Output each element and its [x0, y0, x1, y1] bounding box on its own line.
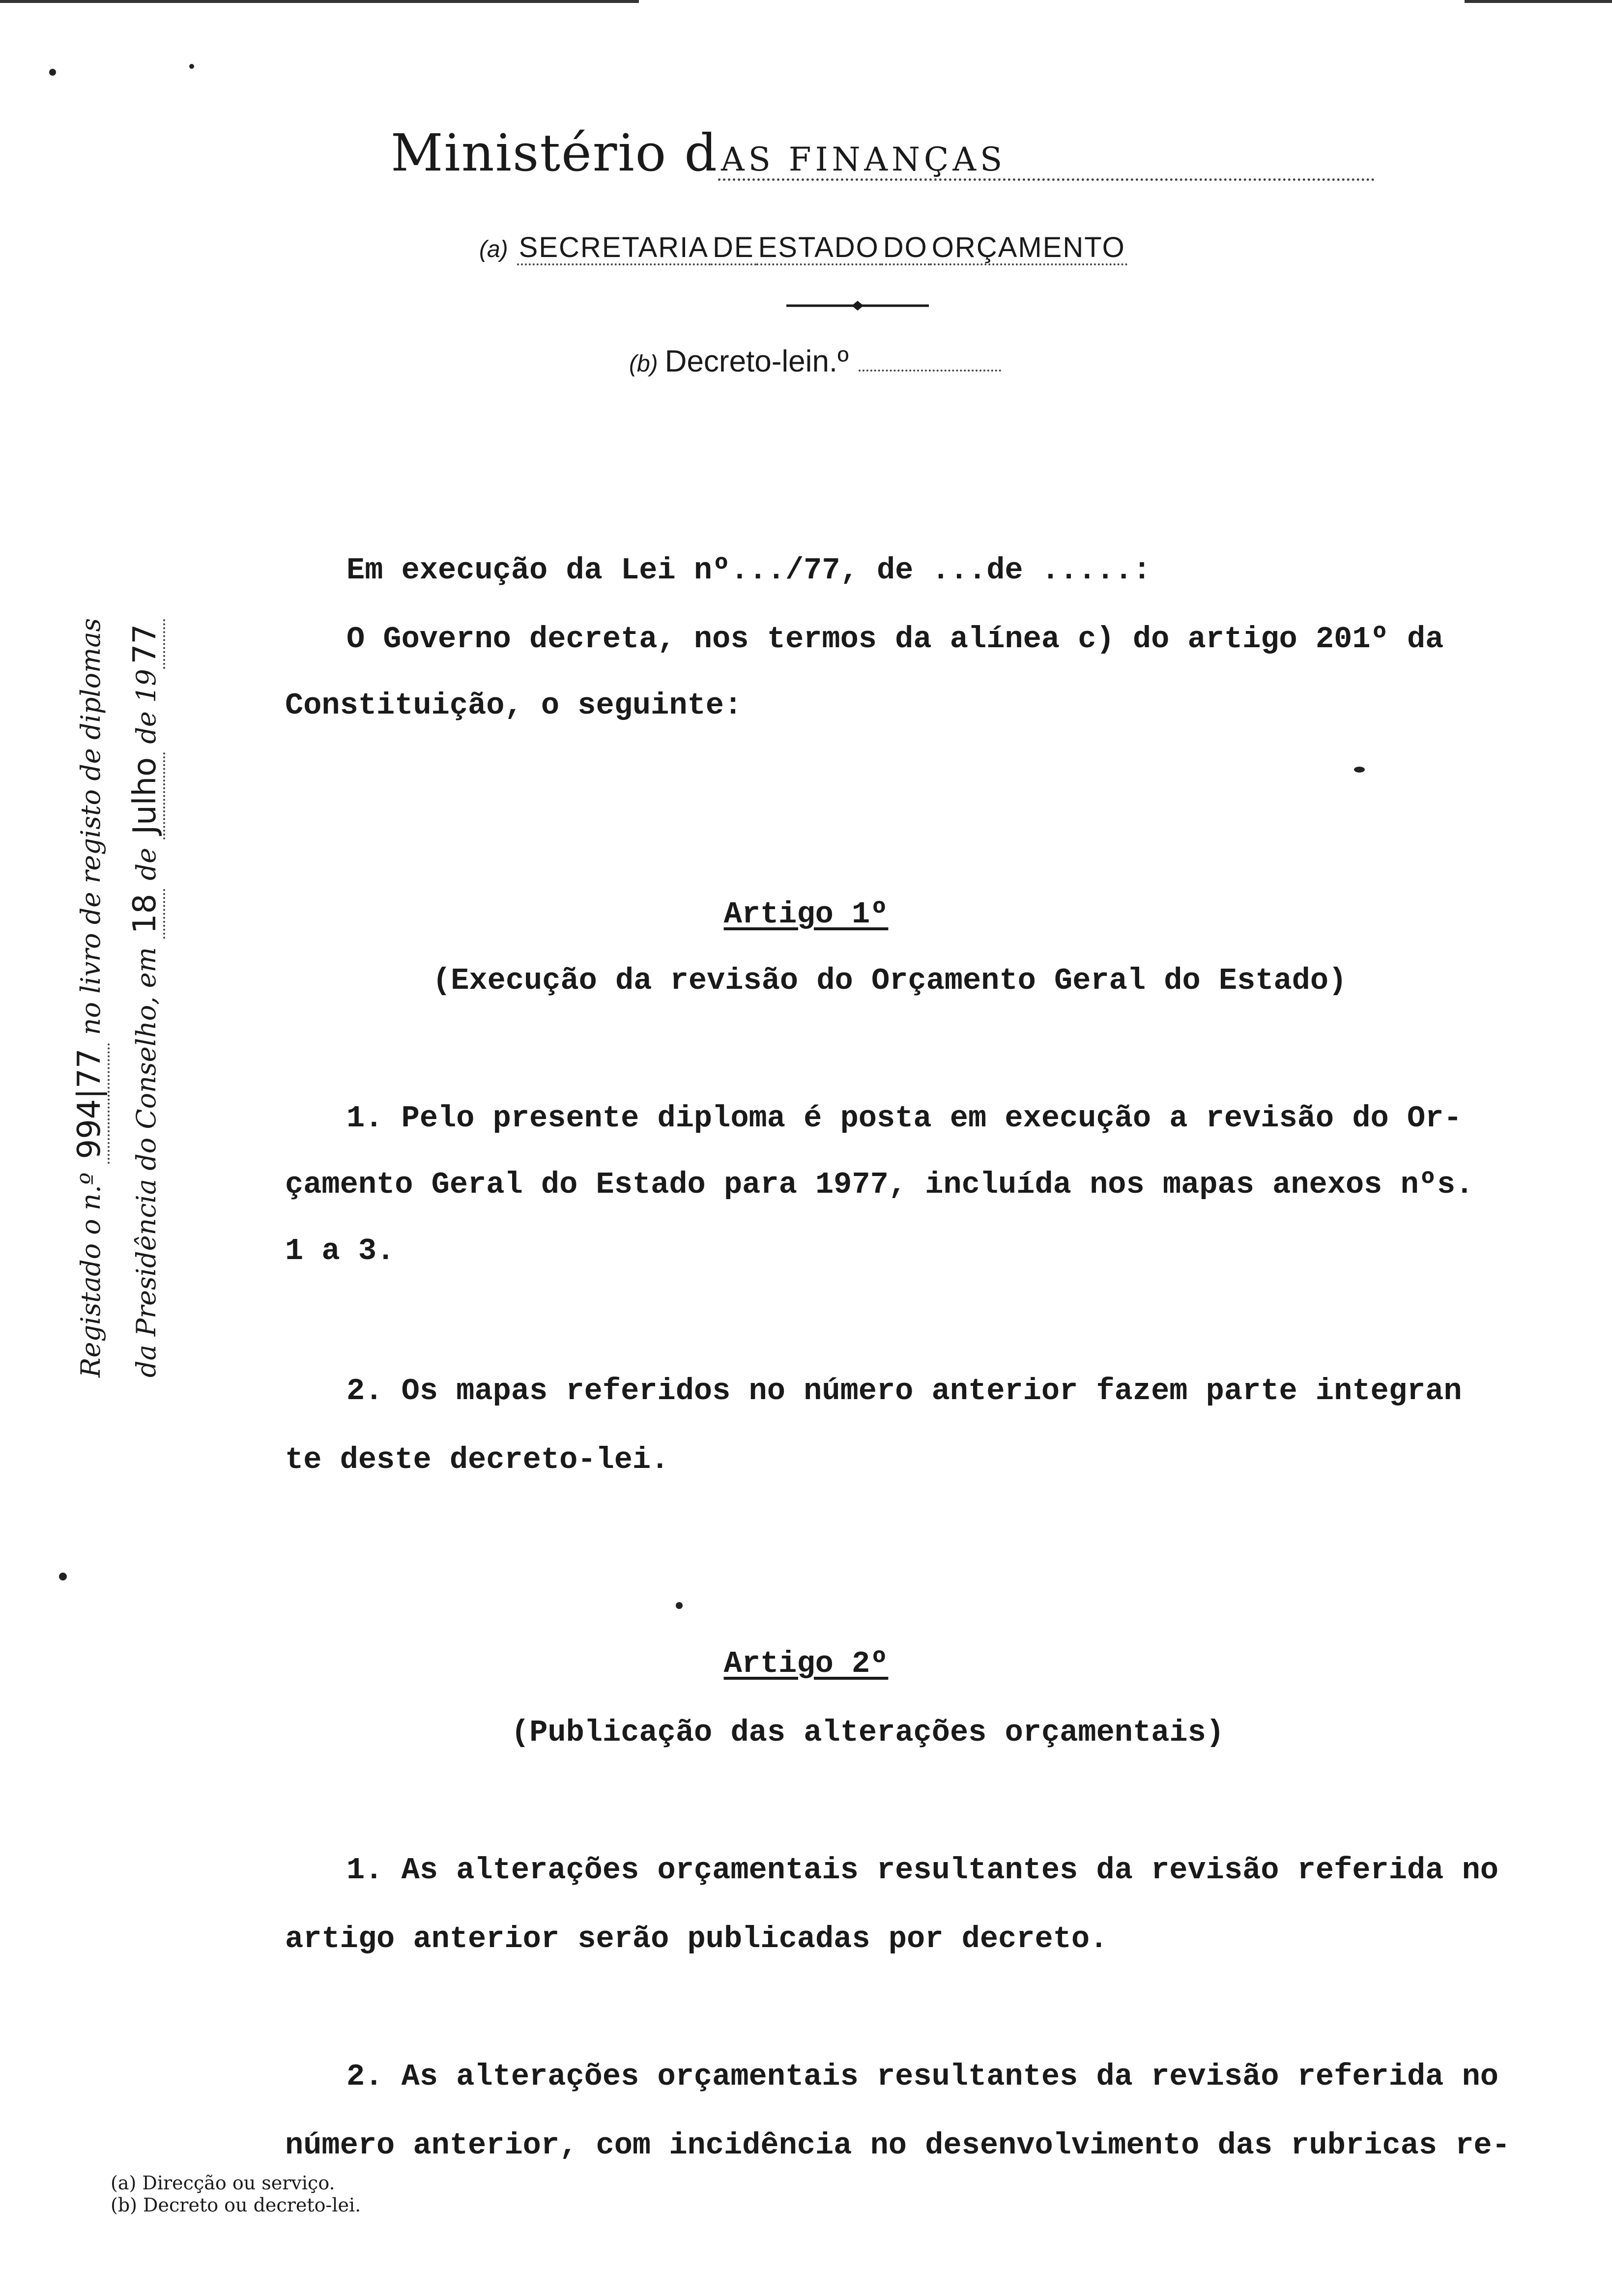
secretaria-word: DO [881, 231, 930, 265]
article-2-p1-line-2: artigo anterior serão publicadas por decreto. [285, 1922, 1108, 1956]
registado-suffix: no livro de registo de diplomas [75, 618, 106, 1035]
ministry-name: AS FINANÇAS [718, 141, 1375, 181]
registration-year: 77 [127, 619, 165, 669]
secretaria-word: DE [711, 231, 756, 265]
secretaria-word: ESTADO [756, 231, 881, 265]
registration-stamp [62, 618, 173, 1378]
presidencia-prefix: da Presidência do Conselho, em [131, 947, 162, 1378]
article-1-p1-line-1: 1. Pelo presente diploma é posta em execução a revisão do Or- [346, 1101, 1462, 1136]
decreto-number-blank [859, 370, 1001, 372]
intro-line-1: Em execução da Lei nº.../77, de ...de .....: [346, 553, 1151, 588]
article-2-heading-text: Artigo 2º [723, 1646, 889, 1681]
registo-number: 994|77 [71, 1043, 110, 1164]
ministry-title [391, 123, 1375, 183]
footnote-tag-b: (b) [629, 351, 658, 377]
article-1-p2-line-2: te deste decreto-lei. [285, 1442, 669, 1477]
decreto-label: Decreto-lein.º [664, 344, 849, 378]
top-edge-rule [0, 0, 639, 3]
article-1-heading-text: Artigo 1º [723, 897, 889, 932]
decreto-line [629, 344, 1001, 379]
registration-line-1 [62, 618, 118, 1378]
registration-day: 18 [127, 889, 165, 939]
article-2-p1-line-1: 1. As alterações orçamentais resultantes da revisão referida no [346, 1853, 1498, 1888]
top-edge-rule-right [1465, 0, 1612, 3]
intro-line-3: Constituição, o seguinte: [285, 688, 743, 723]
secretaria-word: ORÇAMENTO [930, 231, 1127, 265]
ornament-divider [786, 301, 929, 311]
article-1-heading [0, 897, 1612, 932]
scan-speck [59, 1573, 67, 1580]
footnote-b: (b) Decreto ou decreto-lei. [111, 2194, 361, 2216]
registration-line-2 [118, 624, 173, 1378]
secretaria-word: SECRETARIA [517, 231, 711, 265]
article-1-subtitle: (Execução da revisão do Orçamento Geral do Estado) [432, 963, 1347, 998]
year-prefix: de 19 [131, 669, 162, 744]
registration-month: Julho [127, 752, 165, 839]
de-label: de [131, 847, 162, 881]
article-2-subtitle: (Publicação das alterações orçamentais) [511, 1715, 1225, 1750]
ministry-prefix: Ministério d [391, 123, 718, 183]
footnote-tag-a: (a) [479, 236, 508, 262]
intro-line-2: O Governo decreta, nos termos da alínea c) do artigo 201º da [346, 622, 1444, 657]
article-2-heading [0, 1646, 1612, 1681]
article-2-p2-line-1: 2. As alterações orçamentais resultantes da revisão referida no [346, 2059, 1498, 2094]
registado-prefix: Registado o n.º [75, 1172, 106, 1378]
scan-speck [49, 69, 56, 76]
article-2-p2-line-2: número anterior, com incidência no desenvolvimento das rubricas re- [285, 2128, 1510, 2163]
scan-speck [1354, 767, 1365, 773]
article-1-p2-line-1: 2. Os mapas referidos no número anterior fazem parte integran [346, 1374, 1462, 1408]
article-1-p1-line-3: 1 a 3. [285, 1234, 395, 1268]
article-1-p1-line-2: çamento Geral do Estado para 1977, incluída nos mapas anexos nºs. [285, 1167, 1474, 1202]
footnote-a: (a) Direcção ou serviço. [111, 2172, 335, 2194]
scan-speck [676, 1602, 683, 1609]
secretaria-line [479, 231, 1127, 264]
scan-speck [189, 64, 194, 69]
